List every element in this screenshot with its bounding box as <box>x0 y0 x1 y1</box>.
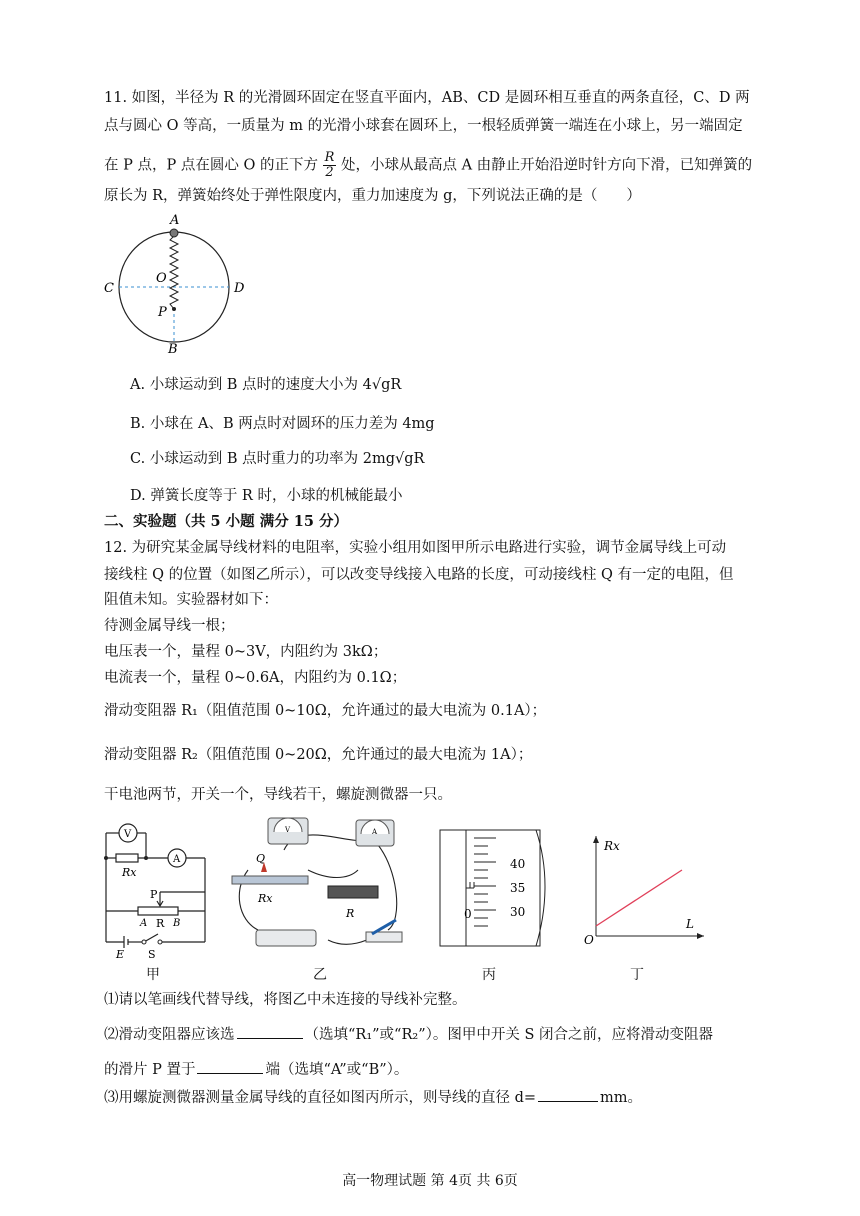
page-footer: 高一物理试题 第 4页 共 6页 <box>342 1173 518 1189</box>
label-rx-b: Rx <box>258 892 273 905</box>
section-heading: 二、实验题（共 5 小题 满分 15 分） <box>104 513 349 530</box>
sub2-part-a: ⑵滑动变阻器应该选 <box>104 1027 235 1043</box>
point-p <box>172 307 176 311</box>
label-d: D <box>234 281 245 296</box>
axis-label-rx: Rx <box>604 839 620 853</box>
answer-blank-diameter[interactable] <box>538 1087 598 1102</box>
answer-blank-rheostat[interactable] <box>237 1024 303 1039</box>
sub-question-3 <box>104 1087 642 1108</box>
q12-line-1: 12. 为研究某金属导线材料的电阻率，实验小组用如图甲所示电路进行实验，调节金属导线上可动 <box>104 540 727 556</box>
caption-yi: 乙 <box>313 967 327 983</box>
q11-line-3a: 在 P 点，P 点在圆心 O 的正下方 <box>104 157 318 174</box>
sub2-part-d: 端（选填“A”或“B”）。 <box>265 1062 409 1078</box>
sub3-part-b: mm。 <box>600 1090 643 1106</box>
q11-line-1: 11. 如图，半径为 R 的光滑圆环固定在竖直平面内，AB、CD 是圆环相互垂直的两条直径，C、D 两 <box>104 90 750 106</box>
label-v: V <box>124 829 132 840</box>
label-e: E <box>116 948 125 960</box>
q11-line-4: 原长为 R，弹簧始终处于弹性限度内，重力加速度为 g，下列说法正确的是（ ） <box>104 188 641 204</box>
item-rheostat-1: 滑动变阻器 R₁（阻值范围 0~10Ω，允许通过的最大电流为 0.1A）； <box>104 703 547 719</box>
label-ammeter: A <box>173 854 181 865</box>
label-o: O <box>156 271 167 286</box>
tick-40: 40 <box>510 857 526 871</box>
sub-question-1: ⑴请以笔画线代替导线，将图乙中未连接的导线补完整。 <box>104 992 467 1008</box>
label-p: P <box>150 888 158 901</box>
label-rx: Rx <box>122 866 137 879</box>
origin-label: O <box>584 933 594 947</box>
item-voltmeter: 电压表一个，量程 0~3V，内阻约为 3kΩ； <box>104 644 388 660</box>
rheostat-device <box>328 886 378 898</box>
sub3-part-a: ⑶用螺旋测微器测量金属导线的直径如图丙所示，则导线的直径 d= <box>104 1090 537 1106</box>
voltmeter-letter: V <box>285 826 291 834</box>
tick-30: 30 <box>510 905 526 919</box>
label-a: A <box>170 213 180 228</box>
axis-label-l: L <box>686 917 694 931</box>
label-r-b: R <box>346 907 355 920</box>
answer-blank-slider[interactable] <box>197 1059 263 1074</box>
option-d: D. 弹簧长度等于 R 时，小球的机械能最小 <box>130 488 403 504</box>
apparatus-figure <box>228 810 418 960</box>
caption-ding: 丁 <box>630 967 644 983</box>
data-line <box>596 870 682 926</box>
resistor-rx <box>116 854 138 862</box>
label-b: B <box>168 342 178 357</box>
switch-device <box>366 932 402 942</box>
q12-line-2: 接线柱 Q 的位置（如图乙所示），可以改变导线接入电路的长度，可动接线柱 Q 有一定的电阻，但 <box>104 567 734 583</box>
spring <box>170 236 178 309</box>
option-b: B. 小球在 A、B 两点时对圆环的压力差为 4mg <box>130 416 435 432</box>
tick-35: 35 <box>510 881 526 895</box>
micrometer-figure <box>436 826 551 951</box>
label-p: P <box>158 305 167 320</box>
label-end-a: A <box>140 918 148 929</box>
battery-box <box>256 930 316 946</box>
rheostat <box>138 907 178 915</box>
sub-question-2 <box>104 1024 713 1045</box>
label-end-b: B <box>173 918 181 929</box>
fraction-denominator: 2 <box>325 165 334 180</box>
option-c: C. 小球运动到 B 点时重力的功率为 2mg√gR <box>130 451 425 467</box>
q11-line-3 <box>104 151 752 180</box>
sub2-part-b: （选填“R₁”或“R₂”）。图甲中开关 S 闭合之前，应将滑动变阻器 <box>304 1027 714 1043</box>
option-a: A. 小球运动到 B 点时的速度大小为 4√gR <box>130 377 402 393</box>
caption-jia: 甲 <box>146 967 160 983</box>
fraction-numerator: R <box>324 150 335 165</box>
sub-question-2-cont <box>104 1059 408 1080</box>
circle-figure <box>100 212 260 362</box>
ball <box>170 229 178 237</box>
fraction <box>323 151 337 180</box>
q11-line-2: 点与圆心 O 等高，一质量为 m 的光滑小球套在圆环上，一根轻质弹簧一端连在小球上，另一端固定 <box>104 118 743 134</box>
circuit-diagram <box>98 820 213 960</box>
ammeter-letter: A <box>372 828 378 836</box>
q12-line-3: 阻值未知。实验器材如下： <box>104 592 278 608</box>
label-c: C <box>104 281 114 296</box>
tick-0: 0 <box>464 907 472 921</box>
label-r: R <box>156 917 165 930</box>
rx-vs-l-graph <box>580 830 710 950</box>
label-s: S <box>148 948 156 960</box>
item-rheostat-2: 滑动变阻器 R₂（阻值范围 0~20Ω，允许通过的最大电流为 1A）； <box>104 747 533 763</box>
item-battery: 干电池两节，开关一个，导线若干，螺旋测微器一只。 <box>104 787 452 803</box>
caption-bing: 丙 <box>482 967 496 983</box>
q11-line-3b: 处，小球从最高点 A 由静止开始沿逆时针方向下滑，已知弹簧的 <box>340 157 753 174</box>
item-ammeter: 电流表一个，量程 0~0.6A，内阻约为 0.1Ω； <box>104 670 407 686</box>
label-q: Q <box>256 852 266 865</box>
item-wire: 待测金属导线一根； <box>104 618 235 634</box>
metal-wire-board <box>232 876 308 884</box>
sub2-part-c: 的滑片 P 置于 <box>104 1062 196 1078</box>
